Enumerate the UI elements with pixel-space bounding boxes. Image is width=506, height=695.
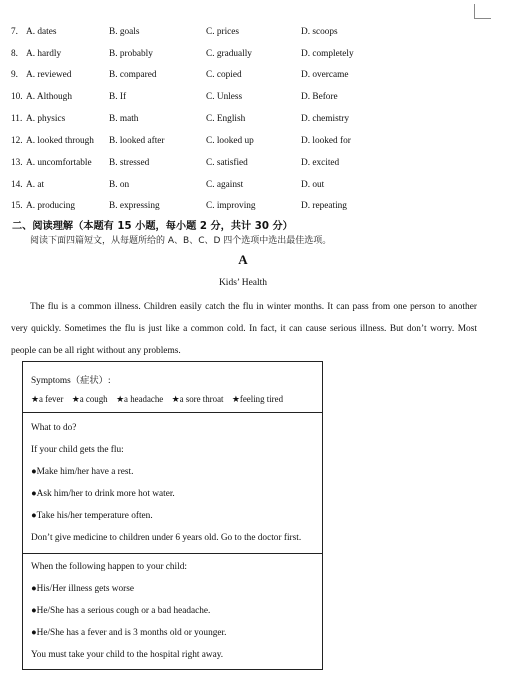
list-item-text: He/She has a fever and is 3 months old or younger. bbox=[36, 628, 227, 638]
what-to-do-note: Don’t give medicine to children under 6 years old. Go to the doctor first. bbox=[31, 533, 302, 543]
what-to-do-box bbox=[22, 412, 323, 554]
option-d: D. scoops bbox=[301, 27, 338, 37]
option-d: D. looked for bbox=[301, 136, 351, 146]
hospital-box bbox=[22, 553, 323, 670]
option-d: D. Before bbox=[301, 92, 338, 102]
symptom-item: a sore throat bbox=[179, 394, 224, 404]
option-a: A. producing bbox=[26, 201, 76, 211]
option-c: C. looked up bbox=[206, 136, 254, 146]
question-number: 11. bbox=[11, 114, 23, 124]
question-number: 7. bbox=[11, 27, 18, 37]
list-item bbox=[31, 467, 133, 477]
question-number: 13. bbox=[11, 158, 23, 168]
option-a: A. physics bbox=[26, 114, 66, 124]
question-number: 14. bbox=[11, 180, 23, 190]
option-a: A. Although bbox=[26, 92, 72, 102]
list-item-text: Take his/her temperature often. bbox=[36, 511, 153, 521]
option-b: B. goals bbox=[109, 27, 140, 37]
section-instruction: 阅读下面四篇短文，从每题所给的 A、B、C、D 四个选项中选出最佳选项。 bbox=[30, 236, 332, 246]
option-d: D. overcame bbox=[301, 70, 349, 80]
hospital-note: You must take your child to the hospital right away. bbox=[31, 650, 224, 660]
option-b: B. If bbox=[109, 92, 127, 102]
option-b: B. looked after bbox=[109, 136, 165, 146]
symptom-item: a cough bbox=[79, 394, 108, 404]
list-item bbox=[31, 489, 175, 499]
list-item-text: Make him/her have a rest. bbox=[36, 467, 134, 477]
star-icon bbox=[172, 394, 180, 404]
symptoms-box bbox=[22, 361, 323, 413]
option-a: A. at bbox=[26, 180, 45, 190]
star-icon bbox=[72, 394, 80, 404]
passage-title: Kids’ Health bbox=[218, 278, 268, 288]
symptom-item: feeling tired bbox=[239, 394, 284, 404]
option-b: B. stressed bbox=[109, 158, 150, 168]
question-number: 9. bbox=[11, 70, 18, 80]
symptom-item: a fever bbox=[38, 394, 64, 404]
option-c: C. improving bbox=[206, 201, 256, 211]
option-b: B. on bbox=[109, 180, 130, 190]
option-a: A. reviewed bbox=[26, 70, 72, 80]
star-icon bbox=[31, 394, 39, 404]
symptoms-heading: Symptoms（症状）: bbox=[31, 376, 111, 386]
what-to-do-heading: What to do? bbox=[31, 423, 77, 433]
list-item bbox=[31, 606, 210, 616]
hospital-intro: When the following happen to your child: bbox=[31, 562, 187, 572]
option-d: D. chemistry bbox=[301, 114, 350, 124]
list-item-text: His/Her illness gets worse bbox=[36, 584, 134, 594]
option-b: B. math bbox=[109, 114, 139, 124]
question-number: 12. bbox=[11, 136, 23, 146]
option-c: C. English bbox=[206, 114, 246, 124]
list-item bbox=[31, 511, 153, 521]
option-c: C. satisfied bbox=[206, 158, 248, 168]
option-a: A. uncomfortable bbox=[26, 158, 92, 168]
option-a: A. looked through bbox=[26, 136, 94, 146]
question-number: 15. bbox=[11, 201, 23, 211]
star-icon bbox=[232, 394, 240, 404]
option-c: C. Unless bbox=[206, 92, 243, 102]
option-d: D. completely bbox=[301, 49, 354, 59]
question-number: 10. bbox=[11, 92, 23, 102]
option-c: C. prices bbox=[206, 27, 240, 37]
option-c: C. copied bbox=[206, 70, 242, 80]
option-c: C. against bbox=[206, 180, 244, 190]
list-item bbox=[31, 628, 226, 638]
question-number: 8. bbox=[11, 49, 18, 59]
list-item-text: He/She has a serious cough or a bad headache. bbox=[36, 606, 211, 616]
option-d: D. out bbox=[301, 180, 325, 190]
section-heading: 二、阅读理解（本题有 15 小题，每小题 2 分，共计 30 分） bbox=[12, 221, 293, 232]
list-item-text: Ask him/her to drink more hot water. bbox=[36, 489, 175, 499]
what-to-do-intro: If your child gets the flu: bbox=[31, 445, 124, 455]
list-item bbox=[31, 584, 134, 594]
passage-paragraph: The flu is a common illness. Children easily catch the flu in winter months. It can pass from one person to another very quickly. Sometimes the flu is just like a common cold. In fact, it can cause serious illness. But don’t worry. Most people can be all right without any problems. bbox=[11, 302, 477, 356]
passage-letter: A bbox=[238, 252, 248, 267]
option-a: A. hardly bbox=[26, 49, 62, 59]
option-b: B. compared bbox=[109, 70, 157, 80]
option-c: C. gradually bbox=[206, 49, 252, 59]
option-a: A. dates bbox=[26, 27, 57, 37]
option-d: D. excited bbox=[301, 158, 340, 168]
option-b: B. expressing bbox=[109, 201, 160, 211]
star-icon bbox=[116, 394, 124, 404]
symptom-item: a headache bbox=[124, 394, 164, 404]
symptoms-list bbox=[31, 394, 283, 405]
option-d: D. repeating bbox=[301, 201, 347, 211]
page-corner-mark bbox=[474, 4, 491, 19]
option-b: B. probably bbox=[109, 49, 153, 59]
